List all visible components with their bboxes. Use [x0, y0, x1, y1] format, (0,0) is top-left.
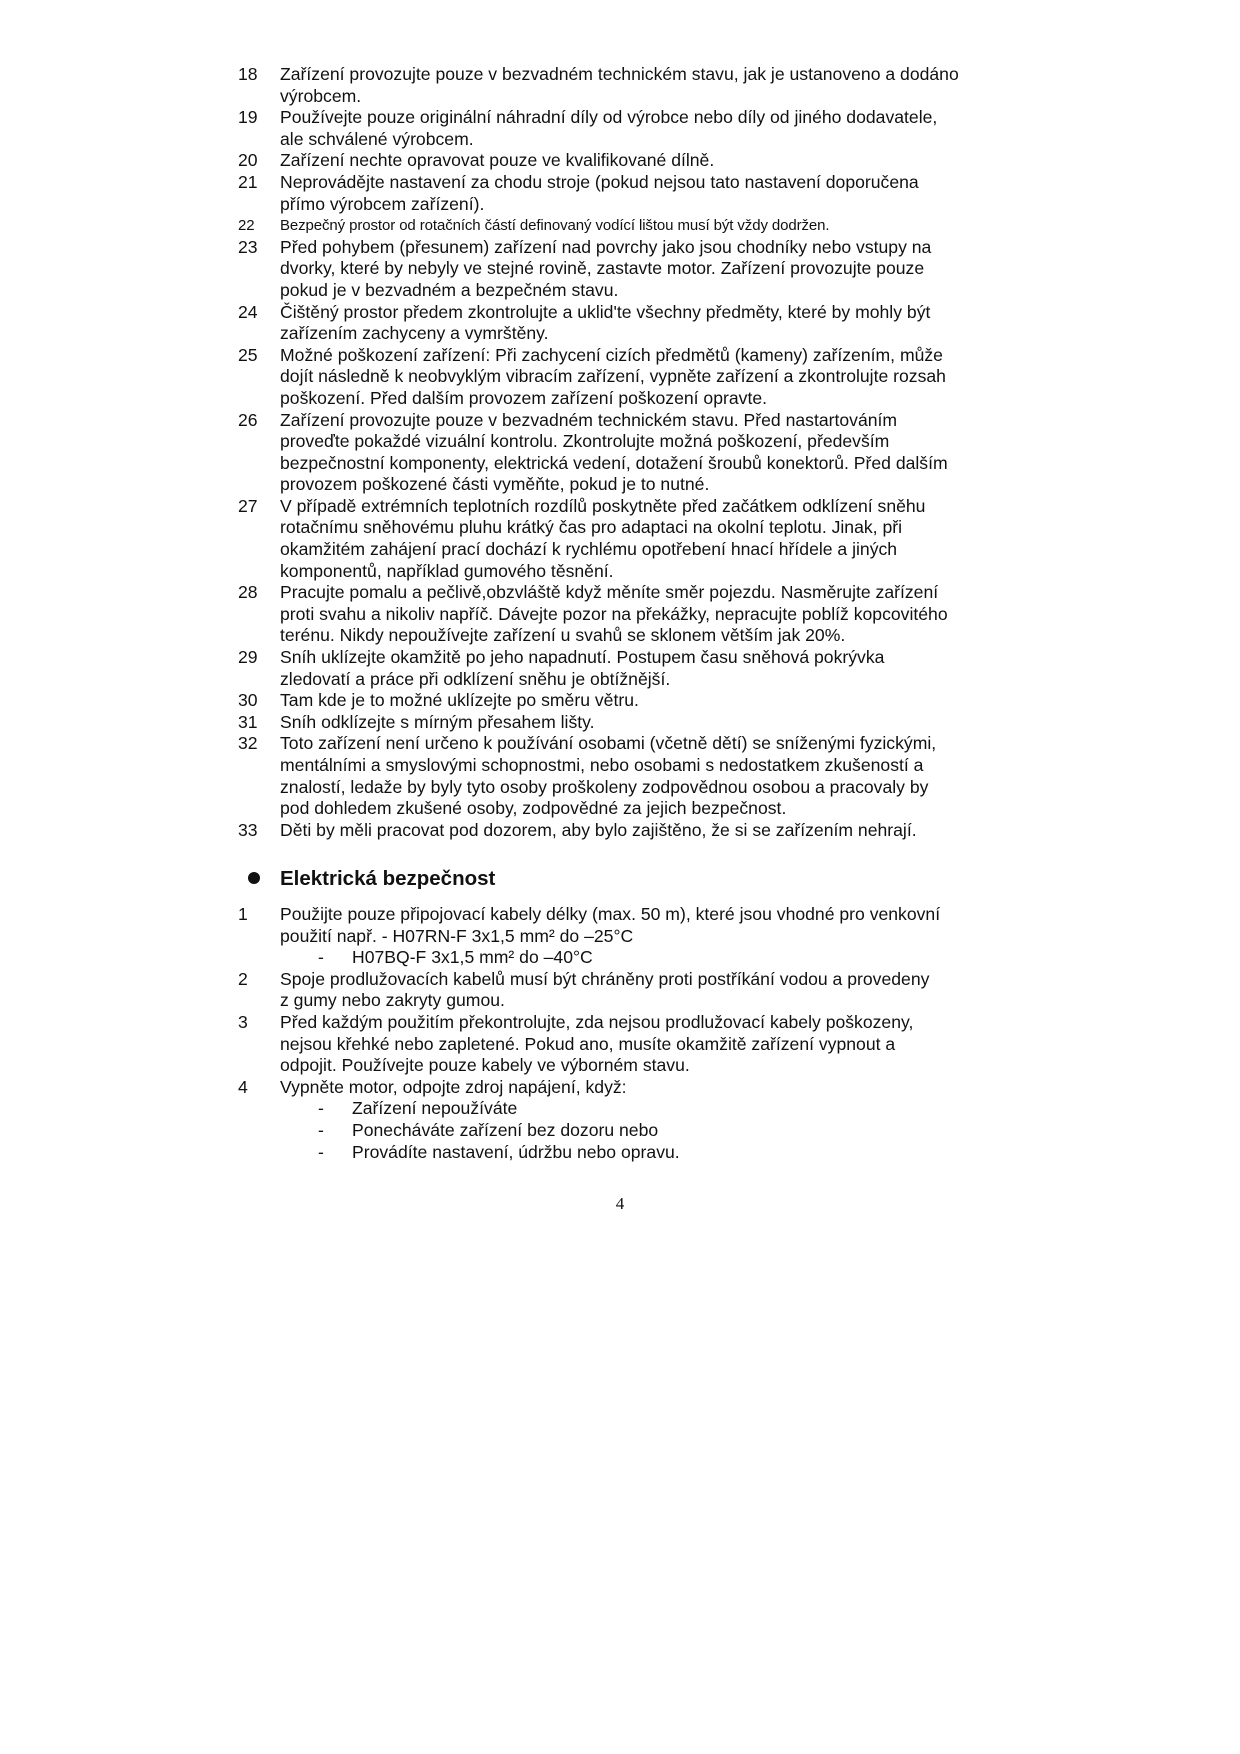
- item-text-line: Zařízení provozujte pouze v bezvadném technickém stavu, jak je ustanoveno a dodáno: [280, 64, 959, 84]
- item-number: 19: [238, 107, 258, 128]
- dash-marker: -: [318, 1141, 324, 1162]
- item-text-line: proveďte pokaždé vizuální kontrolu. Zkontrolujte možná poškození, především: [280, 431, 890, 452]
- item-text-line: zařízením zachyceny a vymrštěny.: [280, 323, 549, 344]
- list-item: [238, 1012, 1018, 1077]
- item-number: 27: [238, 495, 258, 516]
- item-text-line: přímo výrobcem zařízení).: [280, 193, 485, 214]
- item-number: 32: [238, 733, 258, 754]
- list-item: [238, 172, 1018, 215]
- item-text-line: rotačnímu sněhovému pluhu krátký čas pro adaptaci na okolní teplotu. Jinak, při: [280, 517, 902, 538]
- item-number: 30: [238, 690, 258, 711]
- item-text-line: Toto zařízení není určeno k používání osobami (včetně dětí) se sníženými fyzickými,: [280, 733, 937, 754]
- item-text-line: provozem poškozené části vyměňte, pokud je to nutné.: [280, 474, 710, 495]
- dash-marker: -: [318, 947, 324, 968]
- list-item: [238, 150, 1018, 172]
- list-item: [238, 969, 1018, 1012]
- item-number: 20: [238, 150, 258, 171]
- list-item: [238, 820, 1018, 842]
- list-item: [238, 107, 1018, 150]
- item-text-line: Před pohybem (přesunem) zařízení nad povrchy jako jsou chodníky nebo vstupy na: [280, 236, 932, 257]
- list-item: [238, 237, 1018, 302]
- item-text-line: Pracujte pomalu a pečlivě,obzvláště když měníte směr pojezdu. Nasměrujte zařízení: [280, 582, 939, 603]
- list-item: [238, 647, 1018, 690]
- item-text-line: Čištěný prostor předem zkontrolujte a uklid'te všechny předměty, které by mohly být: [280, 301, 931, 322]
- item-text-line: komponentů, například gumového těsnění.: [280, 560, 614, 581]
- item-text-line: pod dohledem zkušené osoby, zodpovědné za jejich bezpečnost.: [280, 798, 787, 819]
- item-text-line: nejsou křehké nebo zapletené. Pokud ano, musíte okamžitě zařízení vypnout a: [280, 1033, 896, 1054]
- list-item: [238, 345, 1018, 410]
- page-number: 4: [615, 1194, 625, 1213]
- item-text-line: Před každým použitím překontrolujte, zda nejsou prodlužovací kabely poškozeny,: [280, 1011, 914, 1032]
- item-text-line: z gumy nebo zakryty gumou.: [280, 990, 505, 1011]
- item-text-line: znalostí, ledaže by byly tyto osoby proškoleny zodpovědnou osobou a pracovaly by: [280, 776, 929, 797]
- item-text-line: výrobcem.: [280, 85, 362, 106]
- list-item: [238, 733, 1018, 819]
- item-text-line: Bezpečný prostor od rotačních částí definovaný vodící lištou musí být vždy dodržen.: [280, 217, 830, 235]
- item-text-line: pokud je v bezvadném a bezpečném stavu.: [280, 279, 619, 300]
- item-text-line: V případě extrémních teplotních rozdílů poskytněte před začátkem odklízení sněhu: [280, 495, 926, 516]
- item-number: 25: [238, 344, 258, 365]
- sub-list-item: [280, 947, 1018, 969]
- sub-item-text: Provádíte nastavení, údržbu nebo opravu.: [352, 1141, 680, 1162]
- list-item: [238, 215, 1018, 237]
- list-item: [238, 904, 1018, 969]
- item-text-line: Použijte pouze připojovací kabely délky (max. 50 m), které jsou vhodné pro venkovní: [280, 904, 941, 924]
- item-text-line: odpojit. Používejte pouze kabely ve výborném stavu.: [280, 1055, 690, 1076]
- item-text-line: Možné poškození zařízení: Při zachycení cizích předmětů (kameny) zařízením, může: [280, 344, 943, 365]
- item-number: 29: [238, 647, 258, 668]
- item-number: 22: [238, 217, 255, 235]
- sub-item-text: Ponecháváte zařízení bez dozoru nebo: [352, 1119, 659, 1140]
- item-text-line: Vypněte motor, odpojte zdroj napájení, když:: [280, 1076, 627, 1097]
- item-text-line: terénu. Nikdy nepoužívejte zařízení u svahů se sklonem větším jak 20%.: [280, 625, 846, 646]
- item-text-line: mentálními a smyslovými schopnostmi, nebo osobami s nedostatkem zkušeností a: [280, 755, 924, 775]
- item-text-line: Děti by měli pracovat pod dozorem, aby bylo zajištěno, že si se zařízením nehrají.: [280, 819, 917, 840]
- list-item: [238, 496, 1018, 582]
- item-text-line: okamžitém zahájení prací dochází k rychlému opotřebení hnací hřídele a jiných: [280, 539, 898, 560]
- item-text-line: dojít následně k neobvyklým vibracím zařízení, vypněte zařízení a zkontrolujte rozsah: [280, 366, 946, 387]
- item-number: 21: [238, 171, 258, 192]
- item-text-line: Používejte pouze originální náhradní díly od výrobce nebo díly od jiného dodavatele,: [280, 107, 938, 128]
- item-text-line: použití např. - H07RN-F 3x1,5 mm² do –25°C: [280, 925, 634, 946]
- sub-item-text: H07BQ-F 3x1,5 mm² do –40°C: [352, 947, 593, 968]
- item-text-line: Zařízení provozujte pouze v bezvadném technickém stavu. Před nastartováním: [280, 409, 898, 430]
- dash-marker: -: [318, 1098, 324, 1119]
- section-heading: [238, 866, 1018, 894]
- item-text-line: bezpečnostní komponenty, elektrická vedení, dotažení šroubů konektorů. Před dalším: [280, 452, 948, 473]
- item-number: 1: [238, 904, 248, 924]
- item-text-line: Zařízení nechte opravovat pouze ve kvalifikované dílně.: [280, 150, 715, 171]
- list-item: [238, 1077, 1018, 1163]
- list-item: [238, 712, 1018, 734]
- item-text-line: Neprovádějte nastavení za chodu stroje (pokud nejsou tato nastavení doporučena: [280, 171, 919, 192]
- item-number: 31: [238, 711, 258, 732]
- item-number: 23: [238, 236, 258, 257]
- item-number: 26: [238, 409, 258, 430]
- item-number: 4: [238, 1076, 248, 1097]
- list-item: [238, 64, 1018, 107]
- list-item: [238, 690, 1018, 712]
- item-text-line: dvorky, které by nebyly ve stejné rovině, zastavte motor. Zařízení provozujte pouze: [280, 258, 925, 279]
- item-number: 28: [238, 582, 258, 603]
- item-text-line: Sníh uklízejte okamžitě po jeho napadnutí. Postupem času sněhová pokrývka: [280, 647, 885, 668]
- item-number: 2: [238, 968, 248, 989]
- safety-instructions-list: [238, 64, 1018, 841]
- dash-marker: -: [318, 1119, 324, 1140]
- list-item: [238, 410, 1018, 496]
- item-number: 33: [238, 819, 258, 840]
- item-number: 24: [238, 301, 258, 322]
- sub-list-item: [280, 1098, 1018, 1120]
- bullet-icon: [248, 872, 260, 884]
- item-text-line: Sníh odklízejte s mírným přesahem lišty.: [280, 711, 595, 732]
- item-text-line: ale schválené výrobcem.: [280, 128, 474, 149]
- electric-safety-list: [238, 904, 1018, 1163]
- section-title: Elektrická bezpečnost: [280, 867, 496, 890]
- sub-list-item: [280, 1120, 1018, 1142]
- sub-item-text: Zařízení nepoužíváte: [352, 1098, 518, 1119]
- item-number: 3: [238, 1011, 248, 1032]
- item-text-line: zledovatí a práce při odklízení sněhu je obtížnější.: [280, 668, 671, 689]
- list-item: [238, 302, 1018, 345]
- item-text-line: Spoje prodlužovacích kabelů musí být chráněny proti postříkání vodou a provedeny: [280, 968, 930, 989]
- item-text-line: Tam kde je to možné uklízejte po směru větru.: [280, 690, 639, 711]
- list-item: [238, 582, 1018, 647]
- sub-list-item: [280, 1142, 1018, 1164]
- item-text-line: poškození. Před dalším provozem zařízení poškození opravte.: [280, 387, 768, 408]
- item-number: 18: [238, 64, 258, 84]
- item-text-line: proti svahu a nikoliv napříč. Dávejte pozor na překážky, nepracujte poblíž kopcovitého: [280, 603, 948, 624]
